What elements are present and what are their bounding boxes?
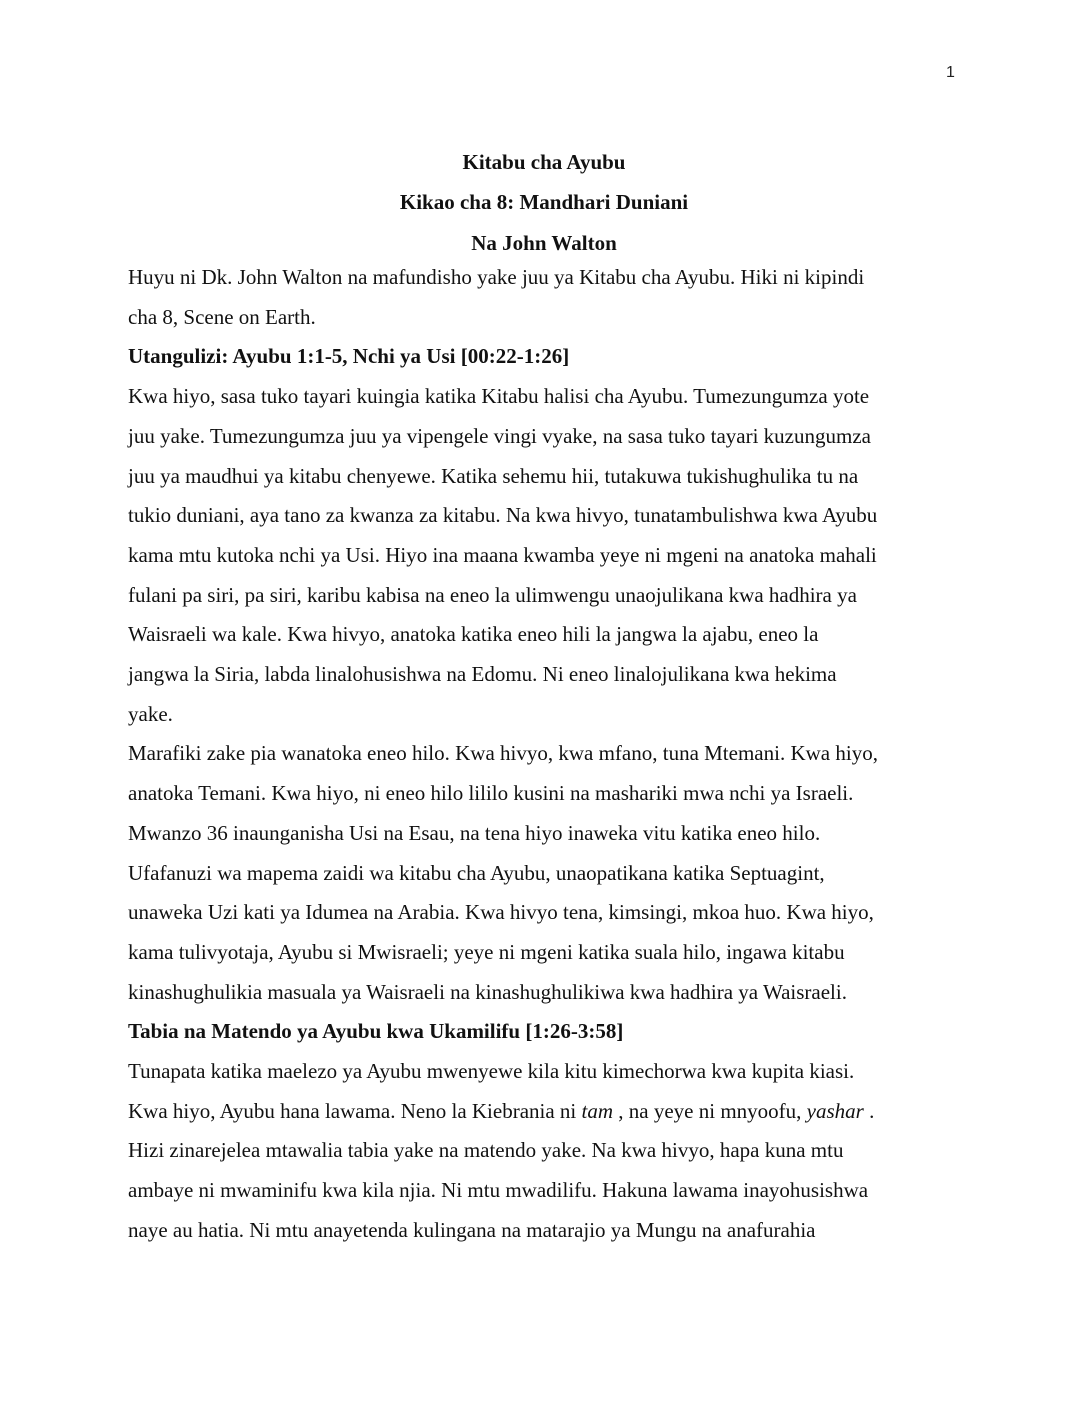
author-line: Na John Walton <box>471 230 617 255</box>
text-run: , na yeye ni mnyoofu, <box>613 1098 807 1123</box>
hebrew-term-yashar: yashar <box>806 1098 864 1123</box>
text-line: yake. <box>128 701 173 726</box>
text-line: kama tulivyotaja, Ayubu si Mwisraeli; yeye ni mgeni katika suala hilo, ingawa kitabu <box>128 939 845 964</box>
hebrew-term-tam: tam <box>581 1098 614 1123</box>
section2-paragraph-1 <box>128 1052 964 1251</box>
title-block <box>128 142 960 263</box>
text-line: cha 8, Scene on Earth. <box>128 304 316 329</box>
document-body <box>128 258 964 1251</box>
text-line: Waisraeli wa kale. Kwa hivyo, anatoka katika eneo hili la jangwa la ajabu, eneo la <box>128 622 819 647</box>
session-title: Kikao cha 8: Mandhari Duniani <box>399 190 689 215</box>
text-line: naye au hatia. Ni mtu anayetenda kulingana na matarajio ya Mungu na anafurahia <box>128 1217 816 1242</box>
text-line: tukio duniani, aya tano za kwanza za kitabu. Na kwa hivyo, tunatambulishwa kwa Ayubu <box>128 503 878 528</box>
text-line: anatoka Temani. Kwa hiyo, ni eneo hilo lililo kusini na mashariki mwa nchi ya Israeli. <box>128 781 854 806</box>
text-run: Kwa hiyo, Ayubu hana lawama. Neno la Kiebrania ni <box>128 1098 582 1123</box>
text-line: Marafiki zake pia wanatoka eneo hilo. Kwa hivyo, kwa mfano, tuna Mtemani. Kwa hiyo, <box>128 741 878 766</box>
text-line: juu yake. Tumezungumza juu ya vipengele vingi vyake, na sasa tuko tayari kuzungumza <box>128 423 871 448</box>
section-heading-2: Tabia na Matendo ya Ayubu kwa Ukamilifu [1:26-3:58] <box>128 1019 624 1044</box>
section-heading-1: Utangulizi: Ayubu 1:1-5, Nchi ya Usi [00:22-1:26] <box>128 344 570 369</box>
text-line: Mwanzo 36 inaunganisha Usi na Esau, na tena hiyo inaweka vitu katika eneo hilo. <box>128 820 821 845</box>
text-line: Kwa hiyo, sasa tuko tayari kuingia katika Kitabu halisi cha Ayubu. Tumezungumza yote <box>128 384 870 409</box>
text-line: ambaye ni mwaminifu kwa kila njia. Ni mtu mwadilifu. Hakuna lawama inayohusishwa <box>128 1178 869 1203</box>
text-line: kama mtu kutoka nchi ya Usi. Hiyo ina maana kwamba yeye ni mgeni na anatoka mahali <box>128 542 877 567</box>
section1-paragraph-2 <box>128 734 964 1012</box>
intro-paragraph <box>128 258 964 337</box>
text-line: kinashughulikia masuala ya Waisraeli na kinashughulikiwa kwa hadhira ya Waisraeli. <box>128 979 847 1004</box>
text-line <box>128 1099 874 1123</box>
document-title: Kitabu cha Ayubu <box>462 150 626 174</box>
text-line: jangwa la Siria, labda linalohusishwa na Edomu. Ni eneo linalojulikana kwa hekima <box>128 662 837 687</box>
text-line: Hizi zinarejelea mtawalia tabia yake na matendo yake. Na kwa hivyo, hapa kuna mtu <box>128 1138 844 1163</box>
text-line: Ufafanuzi wa mapema zaidi wa kitabu cha Ayubu, unaopatikana katika Septuagint, <box>128 860 825 885</box>
text-line: fulani pa siri, pa siri, karibu kabisa na eneo la ulimwengu unaojulikana kwa hadhira ya <box>128 582 857 607</box>
section1-paragraph-1 <box>128 377 964 734</box>
text-line: Huyu ni Dk. John Walton na mafundisho yake juu ya Kitabu cha Ayubu. Hiki ni kipindi <box>128 265 865 289</box>
text-line: unaweka Uzi kati ya Idumea na Arabia. Kwa hivyo tena, kimsingi, mkoa huo. Kwa hiyo, <box>128 900 874 925</box>
page-number: 1 <box>946 64 955 81</box>
text-line: Tunapata katika maelezo ya Ayubu mwenyewe kila kitu kimechorwa kwa kupita kiasi. <box>128 1059 855 1084</box>
text-run: . <box>863 1098 875 1123</box>
text-line: juu ya maudhui ya kitabu chenyewe. Katika sehemu hii, tutakuwa tukishughulika tu na <box>128 463 859 488</box>
